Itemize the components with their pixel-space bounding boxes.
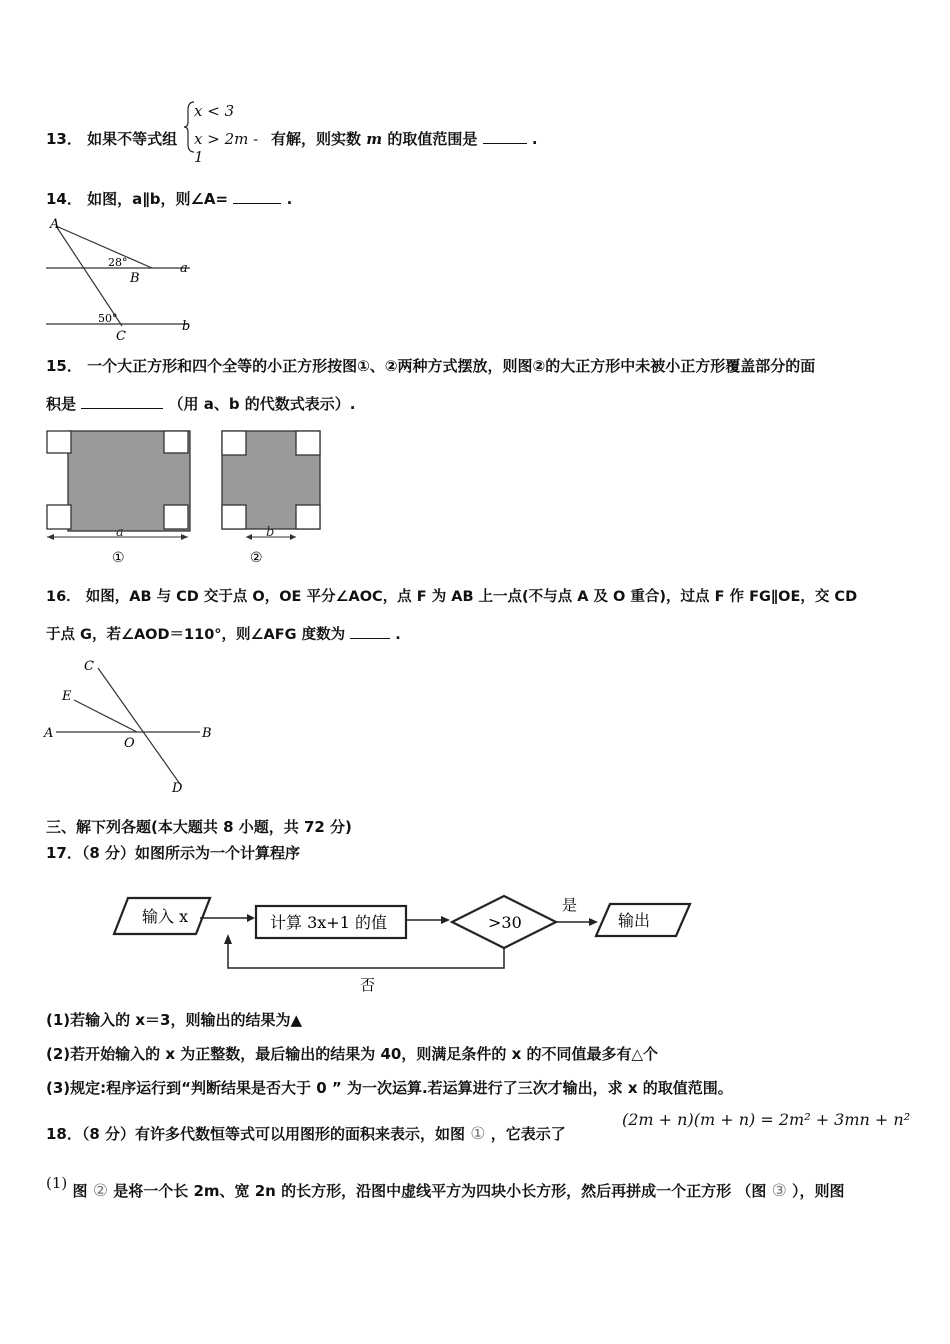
q16-number: 16． xyxy=(46,589,81,605)
q18-sub1-num: (1) xyxy=(46,1174,68,1192)
q13-system xyxy=(182,98,272,166)
q15-line2 xyxy=(46,393,356,414)
q15-text2b: （用 a、b 的代数式表示）. xyxy=(168,395,356,413)
q15-caption-2: ② xyxy=(250,550,263,566)
q16-line1 xyxy=(46,585,857,606)
flow-no: 否 xyxy=(360,976,376,994)
figure2-ref: ② xyxy=(92,1181,108,1201)
q15-caption-1: ① xyxy=(112,550,125,566)
q14-label-A: A xyxy=(50,217,60,232)
q17-sub3: (3)规定:程序运行到“判断结果是否大于 0 ” 为一次运算.若运算进行了三次才输出，求 x 的取值范围。 xyxy=(46,1079,733,1097)
q18-header-b: ，它表示了 xyxy=(490,1125,566,1143)
q13-text-end: 的取值范围是 xyxy=(387,130,478,148)
q14-angle-50: 50° xyxy=(98,312,118,325)
q16-label-D: D xyxy=(172,781,183,796)
q16-line1-text: 如图，AB 与 CD 交于点 O，OE 平分∠AOC，点 F 为 AB 上一点(不与点 A 及 O 重合)，过点 F 作 FG∥OE，交 CD xyxy=(85,589,858,605)
q13 xyxy=(46,128,177,149)
q14-label-C: C xyxy=(116,329,126,344)
q16-label-A: A xyxy=(44,726,54,741)
q18-sub1-b: 是将一个长 2m、宽 2n 的长方形，沿图中虚线平方为四块小长方形，然后再拼成一个正方形 xyxy=(113,1182,732,1200)
q14-figure xyxy=(40,214,210,344)
q13-text-before: 如果不等式组 xyxy=(87,130,178,148)
flow-decision: >30 xyxy=(488,913,522,932)
q14-label-a: a xyxy=(180,261,188,276)
q15-text2a: 积是 xyxy=(46,395,77,413)
flow-output: 输出 xyxy=(618,911,651,930)
q14-number: 14． xyxy=(46,190,82,208)
q14-angle-28: 28° xyxy=(108,256,128,269)
q18-header xyxy=(46,1123,566,1144)
q17-header: 17．（8 分）如图所示为一个计算程序 xyxy=(46,844,301,862)
q18-sub1-c: （图 xyxy=(736,1182,767,1200)
q13-text-after: 有解，则实数 xyxy=(271,130,362,148)
flow-compute: 计算 3x+1 的值 xyxy=(270,913,387,932)
q18-sub1 xyxy=(46,1174,845,1201)
q16-label-C: C xyxy=(84,659,94,674)
q16-end: . xyxy=(395,627,401,643)
q15-text1: 一个大正方形和四个全等的小正方形按图①、②两种方式摆放，则图②的大正方形中未被小正方形覆盖部分的面 xyxy=(87,357,816,375)
flow-yes: 是 xyxy=(562,896,578,914)
q14 xyxy=(46,188,292,209)
section-title: 三、解下列各题(本大题共 8 小题，共 72 分) xyxy=(46,818,352,836)
q14-label-B: B xyxy=(130,271,140,286)
q16-line2 xyxy=(46,623,401,644)
q13-var-m: m xyxy=(366,130,383,148)
q17-flowchart xyxy=(110,890,710,1000)
q18-formula: (2m + n)(m + n) = 2m² + 3mn + n² xyxy=(622,1110,911,1129)
q13-sys-line1: x < 3 xyxy=(194,102,235,120)
q14-label-b: b xyxy=(182,319,191,334)
q13-number: 13． xyxy=(46,130,82,148)
q16-figure xyxy=(40,654,230,796)
answer-blank[interactable] xyxy=(81,394,163,409)
q14-end: . xyxy=(286,190,293,208)
q14-text: 如图，a∥b，则∠A= xyxy=(87,190,229,208)
figure1-ref: ① xyxy=(470,1124,486,1144)
answer-blank[interactable] xyxy=(233,189,281,204)
q16-label-B: B xyxy=(202,726,212,741)
q15-line1 xyxy=(46,355,815,376)
answer-blank[interactable] xyxy=(483,129,527,144)
figure3-ref: ③ xyxy=(771,1181,787,1201)
q16-line2-text: 于点 G，若∠AOD＝110°，则∠AFG 度数为 xyxy=(46,627,346,643)
q13-end: . xyxy=(531,130,538,148)
q13-tail xyxy=(271,128,538,149)
q15-number: 15． xyxy=(46,357,82,375)
q15-label-a: a xyxy=(116,525,124,540)
q16-label-E: E xyxy=(62,689,72,704)
q13-sys-line2: x > 2m - 1 xyxy=(194,130,259,166)
q15-figures xyxy=(44,428,334,568)
flow-input: 输入 x xyxy=(142,907,189,926)
q17-sub1: (1)若输入的 x＝3，则输出的结果为▲ xyxy=(46,1011,303,1029)
q18-sub1-a: 图 xyxy=(72,1182,88,1200)
answer-blank[interactable] xyxy=(350,624,390,639)
q16-label-O: O xyxy=(124,736,135,751)
q18-header-a: 18．（8 分）有许多代数恒等式可以用图形的面积来表示，如图 xyxy=(46,1125,466,1143)
q15-label-b: b xyxy=(266,525,275,540)
q17-sub2: (2)若开始输入的 x 为正整数，最后输出的结果为 40，则满足条件的 x 的不同值最多有△个 xyxy=(46,1045,659,1063)
q18-sub1-d: ），则图 xyxy=(792,1182,845,1200)
